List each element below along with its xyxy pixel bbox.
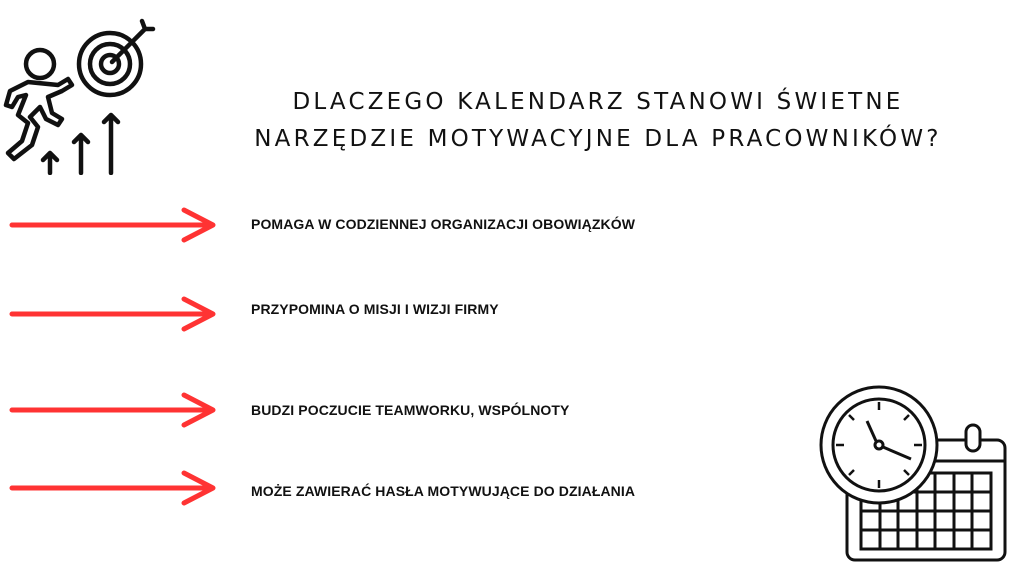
arrow-right-icon (0, 205, 230, 245)
list-item (0, 205, 800, 245)
point-label: POMAGA W CODZIENNEJ ORGANIZACJI OBOWIĄZKÓW (251, 216, 636, 232)
list-item (0, 468, 800, 508)
clock-calendar-icon (800, 380, 1024, 574)
point-label: BUDZI POCZUCIE TEAMWORKU, WSPÓLNOTY (251, 402, 570, 418)
arrow-right-icon (0, 468, 230, 508)
list-item (0, 390, 800, 430)
title-line-2: NARZĘDZIE MOTYWACYJNE DLA PRACOWNIKÓW? (254, 126, 942, 152)
arrow-right-icon (0, 294, 230, 334)
point-label: PRZYPOMINA O MISJI I WIZJI FIRMY (251, 301, 499, 317)
point-label: MOŻE ZAWIERAĆ HASŁA MOTYWUJĄCE DO DZIAŁANIA (251, 483, 636, 499)
arrow-right-icon (0, 390, 230, 430)
runner-target-icon (0, 15, 165, 179)
page-title (180, 84, 1016, 158)
list-item (0, 294, 800, 334)
title-line-1: DLACZEGO KALENDARZ STANOWI ŚWIETNE (292, 89, 904, 115)
